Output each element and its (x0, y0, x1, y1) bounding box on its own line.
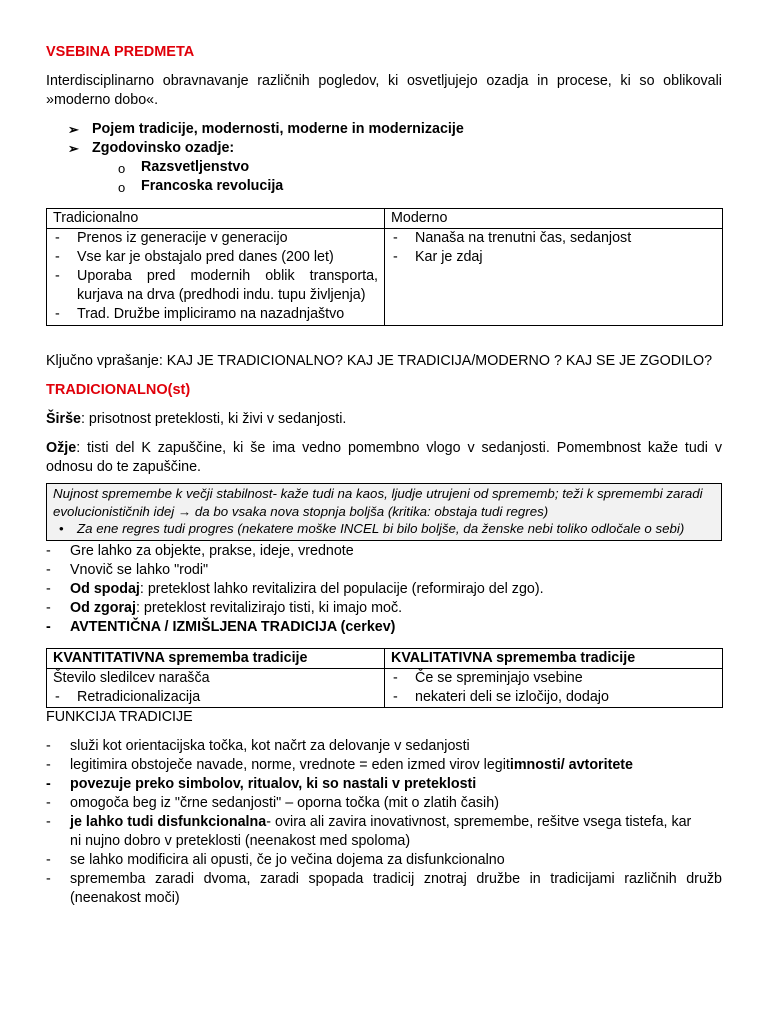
heading-vsebina-predmeta: VSEBINA PREDMETA (46, 44, 195, 60)
circle-bullet-icon: o (118, 161, 126, 176)
tradition-properties-list (46, 542, 722, 637)
list-item: - legitimira obstoječe navade, norme, vrednote = eden izmed virov legitimnosti/ avtoritete (46, 756, 634, 773)
topics-list (46, 120, 722, 158)
circle-bullet-icon: o (118, 180, 126, 195)
bullet-icon: • (59, 521, 64, 536)
list-item: - Gre lahko za objekte, prakse, ideje, vrednote (46, 542, 354, 559)
list-item: - Če se spreminjajo vsebine (393, 669, 583, 686)
list-item: - Trad. Družbe impliciramo na nazadnjaštvo (55, 306, 345, 322)
note-box (46, 483, 722, 541)
intro-paragraph: Interdisciplinarno obravnavanje različnih pogledov, ki osvetljujejo ozadja in procese, ki so oblikovali »moderno dobo«. (46, 73, 722, 108)
list-item: - Nanaša na trenutni čas, sedanjost (393, 230, 632, 246)
list-item: - Od spodaj: preteklost lahko revitalizira del populacije (reformirajo del zgo). (46, 580, 544, 597)
table-cell-kvantitativna: Število sledilcev narašča - Retradicionalizacija (47, 668, 385, 707)
table-cell-moderno (385, 229, 723, 326)
list-item: - Od zgoraj: preteklost revitalizirajo tisti, ki imajo moč. (46, 599, 403, 616)
list-item: - nekateri deli se izločijo, dodajo (393, 688, 609, 705)
heading-funkcija-tradicije: FUNKCIJA TRADICIJE (46, 708, 193, 725)
key-question: Ključno vprašanje: KAJ JE TRADICIONALNO? KAJ JE TRADICIJA/MODERNO ? KAJ SE JE ZGODILO? (46, 353, 713, 369)
comparison-table (46, 208, 723, 326)
note-text: Nujnost spremembe k večji stabilnost- kaže tudi na kaos, ljudje utrujeni od sprememb; teži k spremembi zaradi evolucionističnih idej → da bo vsaka nova stopnja boljša (kritika: obstaja tudi regres) (53, 486, 703, 519)
list-item: - služi kot orientacijska točka, kot načrt za delovanje v sedanjosti (46, 737, 470, 754)
arrow-bullet-icon: ➢ (68, 122, 79, 137)
list-item: - omogoča beg iz "črne sedanjosti" – oporna točka (mit o zlatih časih) (46, 794, 499, 811)
document-page (46, 40, 722, 908)
note-bullet: • Za ene regres tudi progres (nekatere moške INCEL bi bilo boljše, da ženske nebi toliko odločale o sebi) (59, 521, 685, 536)
ozje-definition: Ožje: tisti del K zapuščine, ki še ima vedno pomembno vlogo v sedanjosti. Pomembnost kaže tudi v odnosu do te zapuščine. (46, 440, 722, 475)
topic-item: ➢ Pojem tradicije, modernosti, moderne in modernizacije (68, 121, 464, 137)
table-cell-kvalitativna (385, 668, 723, 707)
list-item: - Retradicionalizacija (55, 688, 201, 705)
table-header-tradicionalno: Tradicionalno (47, 209, 385, 229)
list-item: - Vse kar je obstajalo pred danes (200 let) (55, 249, 334, 265)
list-item: - se lahko modificira ali opusti, če jo večina dojema za disfunkcionalno (46, 851, 505, 868)
change-table (46, 648, 723, 708)
funkcija-list (46, 737, 722, 908)
arrow-right-icon: → (177, 503, 192, 519)
table-cell-tradicionalno (47, 229, 385, 326)
list-item: - AVTENTIČNA / IZMIŠLJENA TRADICIJA (cerkev) (46, 618, 396, 635)
subtopic-item: o Razsvetljenstvo (118, 159, 250, 176)
topic-item: ➢ Zgodovinsko ozadje: (68, 140, 235, 156)
list-item: - Kar je zdaj (393, 249, 483, 265)
list-item: - Vnovič se lahko "rodi" (46, 561, 209, 578)
subtopic-item: o Francoska revolucija (118, 178, 284, 195)
list-item: - sprememba zaradi dvoma, zaradi spopada tradicij znotraj družbe in tradicijami različnih družb (neenakost moči) (46, 870, 722, 906)
list-item: - Prenos iz generacije v generacijo (55, 230, 288, 246)
list-item: - Uporaba pred modernih oblik transporta, kurjava na drva (predhodi indu. tupu življenja) (55, 268, 378, 303)
list-item: - je lahko tudi disfunkcionalna- ovira ali zavira inovativnost, spremembe, rešitve vsega tistefa, kar ni nujno dobro v preteklosti (neenakost med spoloma) (46, 813, 692, 849)
sirse-definition: Širše: prisotnost preteklosti, ki živi v sedanjosti. (46, 411, 347, 427)
subtopics-list (46, 158, 722, 196)
heading-tradicionalno: TRADICIONALNO(st) (46, 382, 191, 398)
arrow-bullet-icon: ➢ (68, 141, 79, 156)
table-header-moderno: Moderno (385, 209, 723, 229)
list-item: - povezuje preko simbolov, ritualov, ki so nastali v preteklosti (46, 775, 477, 792)
table-header-kvalitativna: KVALITATIVNA sprememba tradicije (385, 648, 723, 668)
table-header-kvantitativna: KVANTITATIVNA sprememba tradicije (47, 648, 385, 668)
